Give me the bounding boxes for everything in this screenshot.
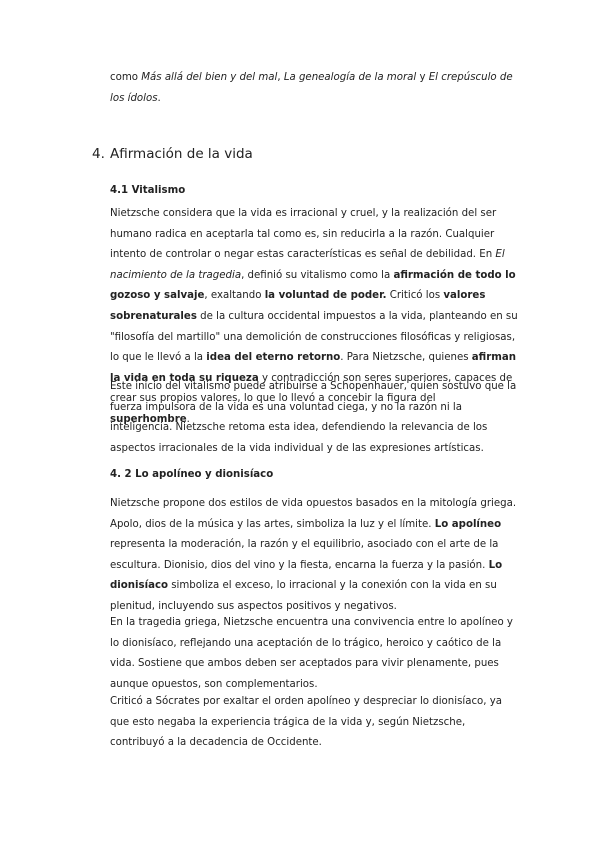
intro-text: y xyxy=(416,72,429,83)
book-title: El crepúsculo de los ídolos xyxy=(110,72,513,104)
body-text: simboliza el exceso, lo irracional y la conexión con la vida en su plenitud, incluyendo sus aspectos positivos y negativos. xyxy=(110,580,497,612)
intro-text: como xyxy=(110,72,142,83)
intro-paragraph xyxy=(110,68,518,109)
key-term: superhombre xyxy=(110,413,187,425)
apolineo-paragraph-2: En la tragedia griega, Nietzsche encuentra una convivencia entre lo apolíneo y lo dionisíaco, reflejando una aceptación de lo trágico, heroico y caótico de la vida. Sostiene que ambos deben ser aceptados para vivir plenamente, pues aunque opuestos, son complementarios. xyxy=(110,617,513,690)
apolineo-paragraph-1 xyxy=(110,494,518,618)
key-term: Lo dionisíaco xyxy=(110,559,503,592)
subsection-heading-vitalismo: 4.1 Vitalismo xyxy=(110,185,186,196)
key-term: idea del eterno retorno xyxy=(206,352,341,364)
book-title: Más allá del bien y del mal xyxy=(141,72,278,83)
body-text: de la cultura occidental impuestos a la vida, planteando en su "filosofía del martillo" una demolición de construcciones filosóficas y religiosas, lo que le llevó a la xyxy=(110,310,518,364)
body-text: Nietzsche considera que la vida es irracional y cruel, y la realización del ser humano radica en aceptarla tal como es, sin reducirla a la razón. Cualquier intento de controlar o negar estas características es señal de debilidad. En xyxy=(110,208,497,261)
section-heading xyxy=(92,144,253,164)
key-term: la voluntad de poder. xyxy=(264,290,387,302)
key-term: Lo apolíneo xyxy=(434,518,502,530)
body-text: Criticó los xyxy=(386,290,444,302)
key-term: afirman la vida en toda su riqueza xyxy=(110,352,516,384)
section-number: 4. xyxy=(92,146,105,162)
vitalismo-paragraph-2: Este inicio del vitalismo puede atribuirse a Schopenhauer, quien sostuvo que la fuerza impulsora de la vida es una voluntad ciega, y no la razón ni la inteligencia. Nietzsche retoma esta idea, defendiendo la relevancia de los aspectos irracionales de la vida individual y de las expresiones artísticas. xyxy=(110,381,517,454)
book-title: El nacimiento de la tragedia xyxy=(110,249,505,281)
subsection-heading-apolineo: 4. 2 Lo apolíneo y dionisíaco xyxy=(110,469,274,480)
book-title: La genealogía de la moral xyxy=(283,72,417,83)
intro-text: . xyxy=(157,92,161,104)
body-text: y contradicción son seres superiores, capaces de crear sus propios valores, lo que lo llevó a concebir la figura del xyxy=(110,372,513,405)
body-text: representa la moderación, la razón y el equilibrio, asociado con el arte de la escultura. Dionisio, dios del vino y la fiesta, encarna la fuerza y la pasión. xyxy=(110,539,499,571)
body-text: , exaltando xyxy=(204,290,265,302)
key-term: afirmación de todo lo gozoso y salvaje xyxy=(110,269,516,302)
intro-text: , xyxy=(277,72,284,83)
section-title: Afirmación de la vida xyxy=(110,146,253,162)
body-text: . Para Nietzsche, quienes xyxy=(340,352,472,364)
key-term: valores sobrenaturales xyxy=(110,290,486,322)
body-text: Nietzsche propone dos estilos de vida opuestos basados en la mitología griega. Apolo, dios de la música y las artes, simboliza la luz y el límite. xyxy=(110,498,517,530)
apolineo-paragraph-3: Criticó a Sócrates por exaltar el orden apolíneo y despreciar lo dionisíaco, ya que esto negaba la experiencia trágica de la vida y, según Nietzsche, contribuyó a la decadencia de Occidente. xyxy=(110,696,503,749)
body-text: , definió su vitalismo como la xyxy=(241,269,394,281)
body-text: . xyxy=(186,413,190,425)
